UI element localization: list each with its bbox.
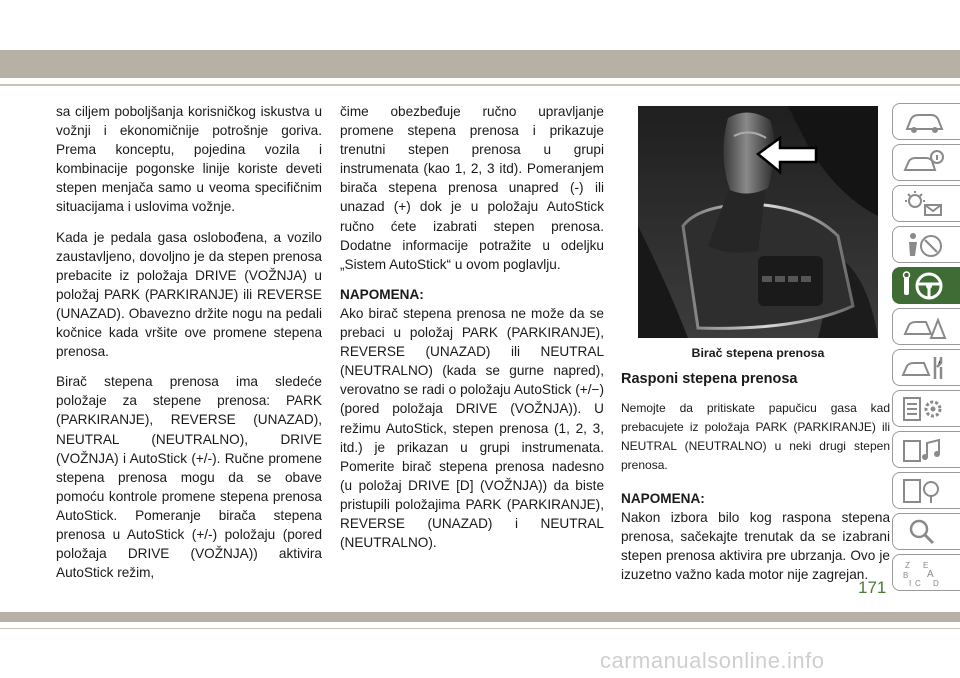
tab-warning-lights[interactable] — [892, 185, 960, 222]
specifications-gear-icon — [901, 394, 947, 424]
customer-assistance-icon — [901, 476, 947, 506]
chapter-tabs — [892, 103, 960, 595]
paragraph-continuation: čime obezbeđuje ručno upravljanje promene stepena prenosa i prikazuje trenutni stepen prenosa u grupi instrumenata (kao 1, 2, 3 itd). Pomeranjem birača stepena prenosa unapred (-) ili unazad (+) dok je u položaju AutoStick ručno ćete izabrati stepen prenosa. Dodatne informacije potražite u odeljku „Sistem AutoStick“ u ovom poglavlju. — [340, 104, 604, 272]
tab-car-info[interactable] — [892, 144, 960, 181]
lang-letter: C — [915, 578, 921, 588]
warning-text: Nemojte da pritiskate papučicu gasa kad prebacujete iz položaja PARK (PARKIRANJE) ili NEUTRAL (NEUTRALNO) u neki drugi stepen prenosa. — [621, 401, 890, 473]
multimedia-icon — [901, 435, 947, 465]
text-column-3 — [621, 370, 890, 596]
roadside-hazard-icon — [901, 312, 947, 342]
tab-languages[interactable] — [892, 554, 960, 591]
watermark: carmanualsonline.info — [600, 648, 825, 673]
car-front-icon — [901, 107, 947, 137]
lang-letter: B — [903, 570, 909, 580]
car-tools-icon — [901, 353, 947, 383]
note-text-2: Nakon izbora bilo kog raspona stepena prenosa, sačekajte trenutak da se izabrani stepen prenosa aktivira pre ubrzanja. Ovo je izuzetno važno kada motor nije zagrejan. — [621, 510, 890, 583]
gear-selector-photo — [638, 106, 878, 338]
lang-letter: Z — [905, 560, 910, 570]
car-info-icon — [901, 148, 947, 178]
search-index-icon — [901, 517, 947, 547]
tab-multimedia[interactable] — [892, 431, 960, 468]
paragraph-3: Birač stepena prenosa ima sledeće položaje za stepene prenosa: PARK (PARKIRANJE), REVERSE (UNAZAD), NEUTRAL (NEUTRALNO), DRIVE (VOŽNJA) i AutoStick (+/-). Ručne promene stepena prenosa mogu da se obave pomoću kontrole promene stepena prenosa AutoStick. Pomeranje birača stepena prenosa u AutoStick (+/-) položaju (pored položaja DRIVE (VOŽNJA)) aktivira AutoStick režim, — [56, 374, 322, 581]
paragraph-2: Kada je pedala gasa oslobođena, a vozilo zaustavljeno, dovoljno je da stepen prenosa prebacite iz položaja DRIVE (VOŽNJA) u položaj PARK (PARKIRANJE) ili REVERSE (UNAZAD). Obavezno držite nogu na pedali kočnice kada vršite ove promene stepena prenosa. — [56, 229, 322, 360]
languages-icon — [901, 558, 947, 588]
tab-specifications[interactable] — [892, 390, 960, 427]
lang-letter: D — [933, 578, 939, 588]
text-column-2 — [340, 102, 604, 563]
airbag-safety-icon — [901, 230, 947, 260]
note-text: Ako birač stepena prenosa ne može da se prebaci u položaj PARK (PARKIRANJE), REVERSE (UNAZAD) ili NEUTRAL (NEUTRALNO) (kada se gurne napred), verovatno se radi o položaju AutoStick (+/−) (pored položaja DRIVE (VOŽNJA)). U režimu AutoStick, stepen prenosa (1, 2, 3, itd.) je prikazan u grupi instrumenata. Pomerite birač stepena prenosa nadesno (u položaj DRIVE [D] (VOŽNJA)) da biste pristupili položajima PARK (PARKIRANJE), REVERSE (UNAZAD) i NEUTRAL (NEUTRALNO). — [340, 305, 604, 551]
note-title-2: NAPOMENA: — [621, 491, 705, 507]
header-band — [0, 50, 960, 78]
tab-index[interactable] — [892, 513, 960, 550]
tab-starting-operating[interactable] — [892, 267, 960, 304]
page-number: 171 — [858, 578, 887, 597]
footer-band — [0, 612, 960, 622]
section-title: Rasponi stepena prenosa — [621, 371, 798, 387]
tab-safety[interactable] — [892, 226, 960, 263]
tab-car-front[interactable] — [892, 103, 960, 140]
tab-emergency[interactable] — [892, 308, 960, 345]
text-column-1 — [56, 102, 322, 593]
tab-customer-assistance[interactable] — [892, 472, 960, 509]
paragraph-1: sa ciljem poboljšanja korisničkog iskustva u vožnji i ekonomičnije potrošnje goriva. Prema konceptu, pojedina vozila i kombinacije pogonske linije koriste deveti stepen menjača samo u veoma specifičnim situacijama i uslovima vožnje. — [56, 104, 322, 215]
lang-letter: A — [927, 568, 934, 580]
figure-caption: Birač stepena prenosa — [691, 346, 825, 360]
tab-maintenance[interactable] — [892, 349, 960, 386]
footer-rule — [0, 628, 960, 629]
note-title: NAPOMENA: — [340, 286, 424, 302]
header-rule — [0, 84, 960, 86]
warning-lights-icon — [901, 189, 947, 219]
lang-letter: E — [923, 560, 929, 570]
steering-wheel-key-icon — [901, 271, 947, 301]
lang-letter: I — [909, 578, 912, 588]
